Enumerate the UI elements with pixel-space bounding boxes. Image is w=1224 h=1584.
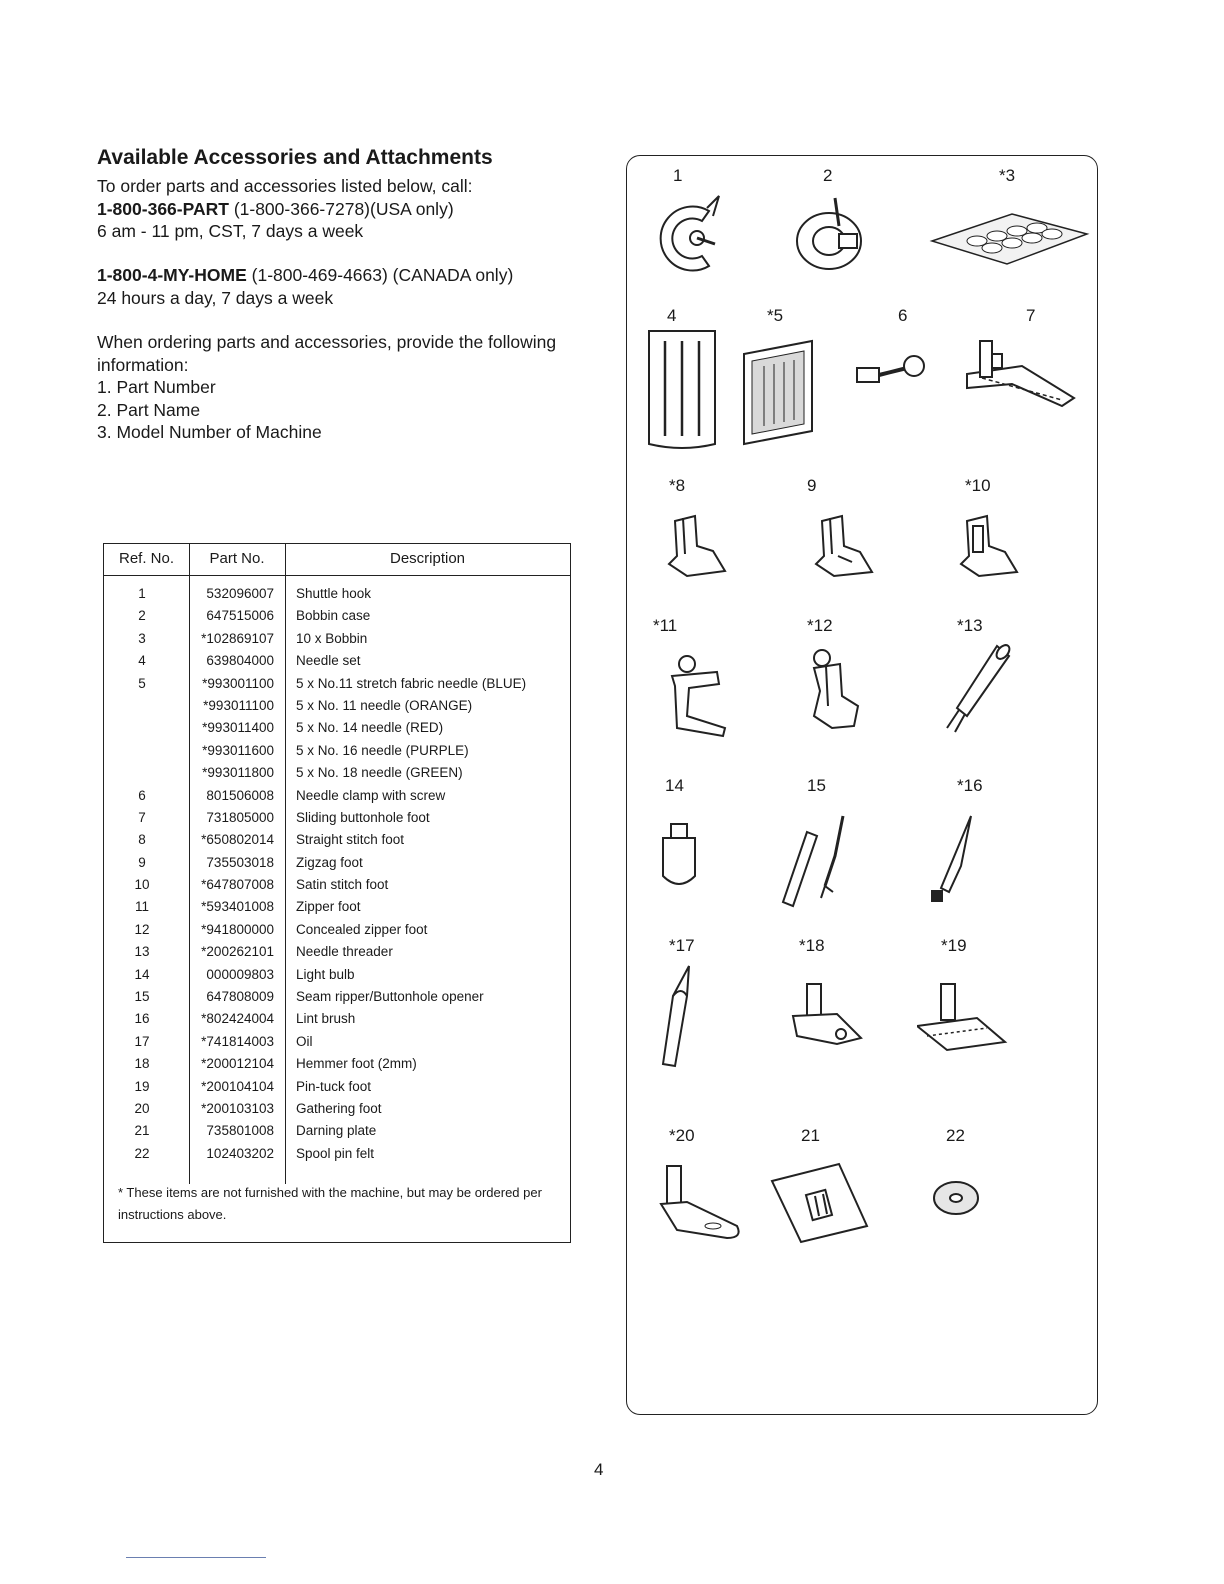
table-row <box>104 899 570 921</box>
item-label: 2 <box>823 166 833 185</box>
description-cell: Needle set <box>296 653 361 669</box>
pin-tuck-foot-icon <box>917 956 1027 1066</box>
table-row <box>104 720 570 742</box>
item-label: 14 <box>665 776 684 795</box>
table-row <box>104 1011 570 1033</box>
ref-no-cell: 3 <box>138 630 146 646</box>
table-row <box>104 832 570 854</box>
table-row <box>104 967 570 989</box>
part-no-cell: *802424004 <box>201 1011 274 1027</box>
footnote: * These items are not furnished with the machine, but may be ordered per instructions above. <box>118 1185 542 1222</box>
part-no-cell: *941800000 <box>201 921 274 937</box>
part-no-cell: *993011800 <box>202 765 274 781</box>
part-no-cell: *993001100 <box>202 675 274 691</box>
seam-ripper-icon <box>777 796 877 926</box>
item-label: 7 <box>1026 306 1036 325</box>
item-label: *10 <box>965 476 991 495</box>
item-label: 1 <box>673 166 683 185</box>
ordering-item: 2. Part Name <box>97 399 201 420</box>
ref-no-cell: 16 <box>134 1011 150 1027</box>
part-no-cell: *647807008 <box>201 877 274 893</box>
ref-no-cell: 20 <box>134 1100 150 1116</box>
part-no-cell: 532096007 <box>206 586 274 601</box>
ordering-item: 3. Model Number of Machine <box>97 422 322 442</box>
table-row <box>104 698 570 720</box>
item-light-bulb <box>647 766 797 921</box>
part-no-cell: 102403202 <box>206 1145 274 1161</box>
description-cell: Needle clamp with screw <box>296 787 446 803</box>
item-label: 22 <box>946 1126 965 1145</box>
usa-phone-detail: (1-800-366-7278)(USA only) <box>228 198 454 219</box>
canada-hours: 24 hours a day, 7 days a week <box>97 287 334 308</box>
table-row <box>104 743 570 765</box>
part-no-cell: *741814003 <box>201 1033 274 1049</box>
ref-no-cell: 14 <box>134 966 150 982</box>
item-label: *16 <box>957 776 983 795</box>
ref-no-cell: 8 <box>138 832 146 848</box>
description-cell: Concealed zipper foot <box>296 921 428 937</box>
intro-line: To order parts and accessories listed below, call: <box>97 176 473 196</box>
item-label: 4 <box>667 306 677 325</box>
item-shuttle-hook <box>647 156 797 311</box>
ref-no-cell: 17 <box>134 1033 150 1049</box>
item-zipper-foot <box>647 606 797 761</box>
ref-no-cell: 5 <box>138 675 146 691</box>
item-zigzag-foot <box>792 466 942 621</box>
part-no-cell: *200103103 <box>201 1100 274 1116</box>
part-no-cell: 801506008 <box>206 787 274 803</box>
description-cell: Needle threader <box>296 944 393 960</box>
item-label: *3 <box>999 166 1016 185</box>
darning-plate-icon <box>767 1146 887 1256</box>
needle-pack-icon <box>742 326 842 456</box>
ref-no-cell: 1 <box>138 586 146 601</box>
item-oil <box>647 926 797 1081</box>
needle-threader-icon <box>937 636 1037 746</box>
part-no-cell: *993011400 <box>202 720 274 736</box>
ordering-item: 1. Part Number <box>97 377 216 397</box>
shuttle-hook-icon <box>647 186 747 286</box>
item-hemmer-foot <box>777 926 927 1081</box>
item-bobbins <box>927 156 1077 311</box>
part-no-cell: *993011600 <box>202 742 274 758</box>
table-row <box>104 631 570 653</box>
table-row <box>104 877 570 899</box>
description-cell: Light bulb <box>296 966 355 982</box>
ref-no-cell: 13 <box>134 944 150 960</box>
header-description: Description <box>389 550 466 567</box>
ref-no-cell: 18 <box>134 1056 150 1072</box>
description-cell: Oil <box>296 1033 313 1049</box>
table-row <box>104 855 570 877</box>
ref-no-cell: 22 <box>134 1145 150 1161</box>
ref-no-cell: 4 <box>138 653 146 669</box>
ref-no-cell: 10 <box>134 877 150 893</box>
description-cell: 10 x Bobbin <box>296 630 368 646</box>
zipper-foot-icon <box>647 636 747 746</box>
item-label: *17 <box>669 936 695 955</box>
ref-no-cell: 6 <box>138 787 146 803</box>
table-row <box>104 586 570 608</box>
part-no-cell: *993011100 <box>203 697 274 713</box>
ordering-info-canada <box>97 264 513 309</box>
part-no-cell: 639804000 <box>206 653 274 669</box>
item-pin-tuck-foot <box>917 926 1067 1081</box>
table-body <box>104 586 570 1168</box>
description-cell: Hemmer foot (2mm) <box>296 1056 417 1072</box>
description-cell: 5 x No.11 stretch fabric needle (BLUE) <box>296 675 527 691</box>
lint-brush-icon <box>927 796 1027 926</box>
item-label: *8 <box>669 476 686 495</box>
description-cell: Sliding buttonhole foot <box>296 809 430 825</box>
ref-no-cell: 9 <box>138 854 146 870</box>
item-concealed-zipper-foot <box>792 606 942 761</box>
header-divider <box>104 575 570 576</box>
ref-no-cell: 15 <box>134 989 150 1005</box>
part-no-cell: 647808009 <box>206 989 274 1005</box>
spool-pin-felt-icon <box>912 1146 1012 1256</box>
item-spool-pin-felt <box>912 1116 1062 1271</box>
part-no-cell: 000009803 <box>206 966 274 982</box>
description-cell: Pin-tuck foot <box>296 1078 372 1094</box>
satin-stitch-foot-icon <box>937 496 1037 596</box>
table-row <box>104 1034 570 1056</box>
description-cell: Lint brush <box>296 1011 356 1027</box>
ref-no-cell: 12 <box>134 921 150 937</box>
part-no-cell: 735801008 <box>206 1123 274 1139</box>
description-cell: Gathering foot <box>296 1100 382 1116</box>
description-cell: Shuttle hook <box>296 586 372 601</box>
needle-set-icon <box>647 326 747 456</box>
usa-phone: 1-800-366-PART <box>97 198 229 219</box>
light-bulb-icon <box>647 796 747 906</box>
header-ref-no: Ref. No. <box>118 550 175 567</box>
table-row <box>104 944 570 966</box>
ordering-info-usa <box>97 175 472 243</box>
table-row <box>104 1056 570 1078</box>
description-cell: Bobbin case <box>296 608 371 624</box>
part-no-cell: 731805000 <box>206 809 274 825</box>
bottom-divider <box>126 1557 266 1558</box>
item-label: 9 <box>807 476 817 495</box>
ref-no-cell: 19 <box>134 1078 150 1094</box>
description-cell: 5 x No. 18 needle (GREEN) <box>296 765 463 781</box>
bobbin-pack-icon <box>927 186 1097 286</box>
item-seam-ripper <box>777 766 927 921</box>
table-row <box>104 765 570 787</box>
table-row <box>104 653 570 675</box>
table-row <box>104 1146 570 1168</box>
item-label: *19 <box>941 936 967 955</box>
description-cell: 5 x No. 11 needle (ORANGE) <box>296 697 473 713</box>
description-cell: Satin stitch foot <box>296 877 389 893</box>
part-no-cell: 647515006 <box>206 608 274 624</box>
table-row <box>104 1101 570 1123</box>
page-number: 4 <box>594 1460 604 1479</box>
needle-clamp-icon <box>852 326 952 426</box>
table-row <box>104 989 570 1011</box>
description-cell: Zigzag foot <box>296 854 363 870</box>
table-row <box>104 922 570 944</box>
table-row <box>104 810 570 832</box>
part-no-cell: *200262101 <box>201 944 274 960</box>
description-cell: 5 x No. 14 needle (RED) <box>296 720 444 736</box>
bobbin-case-icon <box>777 186 877 286</box>
table-row <box>104 676 570 698</box>
description-cell: Spool pin felt <box>296 1145 375 1161</box>
description-cell: Seam ripper/Buttonhole opener <box>296 989 484 1005</box>
table-row <box>104 608 570 630</box>
description-cell: 5 x No. 16 needle (PURPLE) <box>296 742 469 758</box>
item-needle-threader <box>937 606 1087 761</box>
item-label: *11 <box>653 616 678 635</box>
item-label: *13 <box>957 616 983 635</box>
item-buttonhole-foot <box>952 296 1102 451</box>
part-no-cell: *200104104 <box>201 1078 274 1094</box>
header-part-no: Part No. <box>209 550 265 567</box>
table-row <box>104 1079 570 1101</box>
item-straight-stitch-foot <box>647 466 797 621</box>
description-cell: Darning plate <box>296 1123 377 1139</box>
item-bobbin-case <box>777 156 927 311</box>
straight-stitch-foot-icon <box>647 496 747 596</box>
item-label: *5 <box>767 306 784 325</box>
oil-bottle-icon <box>647 956 747 1086</box>
table-row <box>104 788 570 810</box>
ref-no-cell: 7 <box>138 809 146 825</box>
item-satin-stitch-foot <box>937 466 1087 621</box>
item-label: 6 <box>898 306 908 325</box>
buttonhole-foot-icon <box>952 326 1082 436</box>
item-label: *12 <box>807 616 833 635</box>
item-label: 21 <box>801 1126 820 1145</box>
part-no-cell: *650802014 <box>201 832 274 848</box>
item-label: 15 <box>807 776 826 795</box>
item-darning-plate <box>767 1116 917 1271</box>
accessory-illustrations <box>626 155 1098 1415</box>
ref-no-cell: 21 <box>134 1123 150 1139</box>
item-label: *20 <box>669 1126 695 1145</box>
part-no-cell: *200012104 <box>201 1056 274 1072</box>
canada-phone: 1-800-4-MY-HOME <box>97 265 247 285</box>
hemmer-foot-icon <box>777 956 877 1066</box>
description-cell: Zipper foot <box>296 899 361 915</box>
gathering-foot-icon <box>647 1146 757 1256</box>
part-no-cell: *102869107 <box>201 630 274 646</box>
table-row <box>104 1123 570 1145</box>
ref-no-cell: 2 <box>138 608 146 624</box>
canada-phone-detail: (1-800-469-4663) (CANADA only) <box>246 265 514 285</box>
page-title: Available Accessories and Attachments <box>97 146 493 169</box>
description-cell: Straight stitch foot <box>296 832 405 848</box>
ref-no-cell: 11 <box>134 899 149 915</box>
concealed-zipper-foot-icon <box>792 636 892 746</box>
zigzag-foot-icon <box>792 496 892 596</box>
item-lint-brush <box>927 766 1077 921</box>
ordering-text: When ordering parts and accessories, provide the following information: <box>97 332 557 375</box>
usa-hours: 6 am - 11 pm, CST, 7 days a week <box>97 221 364 241</box>
parts-table <box>103 543 571 1243</box>
part-no-cell: *593401008 <box>201 899 274 915</box>
part-no-cell: 735503018 <box>206 854 274 870</box>
item-label: *18 <box>799 936 825 955</box>
ordering-instructions <box>97 331 597 444</box>
